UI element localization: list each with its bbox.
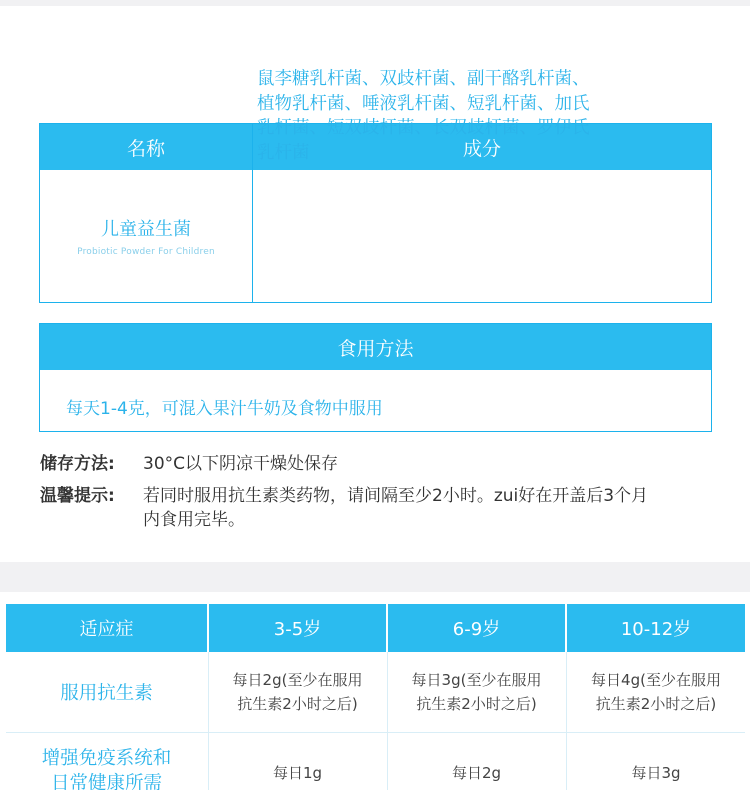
dosage-cell: 每日1g <box>272 764 323 782</box>
storage-text: 30°C以下阴凉干燥处保存 <box>143 454 339 474</box>
tip-line: 若同时服用抗生素类药物，请间隔至少2小时。zui好在开盖后3个月 <box>143 486 649 506</box>
usage-box <box>39 323 712 432</box>
storage-note <box>40 452 115 476</box>
usage-text: 每天1-4克，可混入果汁牛奶及食物中服用 <box>66 399 383 419</box>
header-age-3-5: 3-5岁 <box>273 619 322 640</box>
dosage-line: 抗生素2小时之后) <box>595 695 717 713</box>
product-name-cell <box>40 170 252 302</box>
dosage-cell: 每日3g <box>631 764 681 782</box>
dosage-cell <box>388 652 565 732</box>
dosage-line: 每日4g(至少在服用 <box>591 671 721 689</box>
dosage-cell <box>209 652 386 732</box>
dosage-cell <box>567 652 745 732</box>
ingredients-text <box>257 67 647 165</box>
storage-label: 储存方法: <box>40 454 115 474</box>
header-name: 名称 <box>40 124 252 170</box>
dosage-line: 抗生素2小时之后) <box>237 695 358 713</box>
row-label-antibiotics: 服用抗生素 <box>60 683 153 704</box>
header-age-10-12: 10-12岁 <box>620 619 692 640</box>
product-name-en: Probiotic Powder For Children <box>77 247 215 257</box>
tip-line: 内食用完毕。 <box>143 510 245 530</box>
header-indication: 适应症 <box>79 619 134 640</box>
dosage-cell: 每日2g <box>451 764 502 782</box>
ingredients-line: 鼠李糖乳杆菌、双歧杆菌、副干酪乳杆菌、 <box>257 69 590 89</box>
column-divider <box>252 124 253 302</box>
header-age-6-9: 6-9岁 <box>452 619 501 640</box>
ingredients-line: 乳杆菌 <box>257 142 310 163</box>
row-label-immunity <box>6 746 207 790</box>
header-ingredients: 成分 <box>253 124 711 170</box>
usage-title: 食用方法 <box>40 324 711 370</box>
row-label-line: 增强免疫系统和 <box>41 748 172 769</box>
product-name-cn: 儿童益生菌 <box>101 219 191 240</box>
tip-label: 温馨提示: <box>40 486 115 506</box>
row-label-line: 日常健康所需 <box>50 773 162 790</box>
dosage-line: 每日2g(至少在服用 <box>232 671 363 689</box>
ingredients-line: 植物乳杆菌、唾液乳杆菌、短乳杆菌、加氏 <box>257 93 590 114</box>
row-divider <box>6 732 745 733</box>
ingredients-line: 乳杆菌、短双歧杆菌、长双歧杆菌、罗伊氏 <box>257 118 590 138</box>
dosage-table <box>6 604 745 790</box>
tip-text <box>143 484 743 532</box>
dosage-line: 每日3g(至少在服用 <box>411 671 542 689</box>
tip-note <box>40 484 115 508</box>
dosage-line: 抗生素2小时之后) <box>416 695 537 713</box>
